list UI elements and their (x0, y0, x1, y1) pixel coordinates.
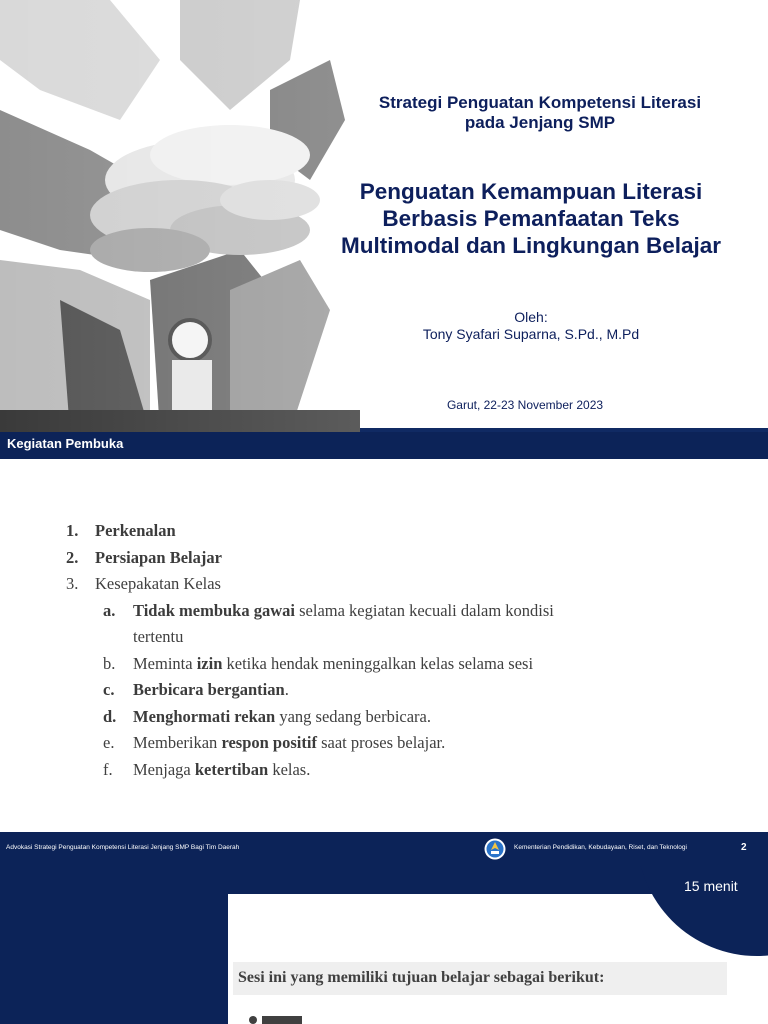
sub-list-rest: . (284, 680, 289, 699)
sub-list-item (66, 757, 726, 784)
list-text-bold: Perkenalan (95, 521, 176, 540)
heading-line-1: Strategi Penguatan Kompetensi Literasi (378, 93, 702, 112)
sub-list-letter: c. (103, 680, 115, 699)
sub-list-item (66, 598, 726, 625)
slide-footer-bar (0, 832, 768, 866)
list-text (95, 518, 176, 545)
sub-list-letter: e. (103, 733, 115, 752)
sub-list-text (133, 677, 289, 704)
list-number: 2. (66, 547, 79, 567)
sub-list-item (66, 704, 726, 731)
page-number: 2 (741, 842, 747, 853)
presentation-heading (340, 93, 740, 133)
footer-ministry-text: Kementerian Pendidikan, Kebudayaan, Riset, dan Teknologi (514, 844, 687, 851)
place-date: Garut, 22-23 November 2023 (446, 398, 604, 412)
sub-list-text (133, 598, 554, 625)
sub-list-pre: Meminta (133, 653, 197, 673)
list-text-bold: Persiapan Belajar (95, 547, 222, 567)
list-number: 3. (66, 574, 79, 593)
sub-list-rest: kelas. (268, 759, 311, 779)
slide-header-bar (0, 432, 768, 459)
sub-list-item (66, 651, 726, 678)
list-item (66, 571, 726, 598)
tut-wuri-handayani-logo-icon (484, 838, 506, 860)
learning-objectives-slide (0, 866, 768, 1024)
list-text: Kesepakatan Kelas (95, 574, 221, 593)
bullet-icon (249, 1016, 257, 1024)
sub-list-item (66, 730, 726, 757)
sub-list-text (133, 704, 431, 731)
sub-list-bold: Menghormati rekan (133, 706, 276, 726)
sub-list-rest: selama kegiatan kecuali dalam kondisi (295, 600, 554, 620)
sub-list-item-continuation (66, 624, 726, 651)
author-block (370, 309, 692, 343)
slide-header-title: Kegiatan Pembuka (7, 436, 124, 451)
activity-list (66, 518, 726, 783)
list-number: 1. (66, 521, 79, 540)
sub-list-bold: Berbicara bergantian (133, 680, 285, 699)
title-line-1: Penguatan Kemampuan Literasi (359, 179, 703, 204)
sub-list-pre: Menjaga (133, 759, 195, 779)
sub-list-bold: Tidak membuka gawai (133, 600, 295, 620)
title-line-2: Berbasis Pemanfaatan Teks (382, 206, 680, 231)
list-item (66, 518, 726, 545)
cropped-text-fragment (262, 1016, 302, 1024)
sub-list-letter: a. (103, 600, 116, 620)
sub-list-bold: respon positif (221, 733, 317, 752)
sub-list-bold: ketertiban (194, 759, 269, 779)
session-duration: 15 menit (684, 878, 738, 894)
title-slide (0, 0, 768, 432)
list-text (95, 545, 222, 572)
sub-list-text (133, 757, 310, 784)
footer-program-text: Advokasi Strategi Penguatan Kompetensi Literasi Jenjang SMP Bagi Tim Daerah (6, 844, 240, 851)
sub-list-rest: yang sedang berbicara. (275, 706, 431, 726)
sub-list-letter: d. (103, 706, 117, 726)
title-line-3: Multimodal dan Lingkungan Belajar (340, 233, 722, 258)
objectives-intro-text: Sesi ini yang memiliki tujuan belajar sebagai berikut: (238, 969, 605, 986)
sub-list-bold: izin (196, 653, 223, 673)
sub-list-rest: ketika hendak meninggalkan kelas selama sesi (222, 653, 534, 673)
opening-activity-slide (0, 432, 768, 866)
author-name: Tony Syafari Suparna, S.Pd., M.Pd (422, 326, 640, 342)
sub-list-pre: Memberikan (133, 733, 222, 752)
presentation-title (300, 178, 762, 259)
author-label: Oleh: (514, 309, 548, 325)
list-item (66, 545, 726, 572)
sub-list-item (66, 677, 726, 704)
sub-list-letter: b. (103, 653, 116, 673)
sub-list-text (133, 730, 445, 757)
sub-list-text (133, 651, 533, 678)
objectives-intro-bar (233, 962, 727, 995)
sub-list-letter: f. (103, 759, 113, 779)
sub-list-text: tertentu (133, 627, 184, 646)
sub-list-rest: saat proses belajar. (316, 733, 446, 752)
heading-line-2: pada Jenjang SMP (464, 113, 616, 132)
